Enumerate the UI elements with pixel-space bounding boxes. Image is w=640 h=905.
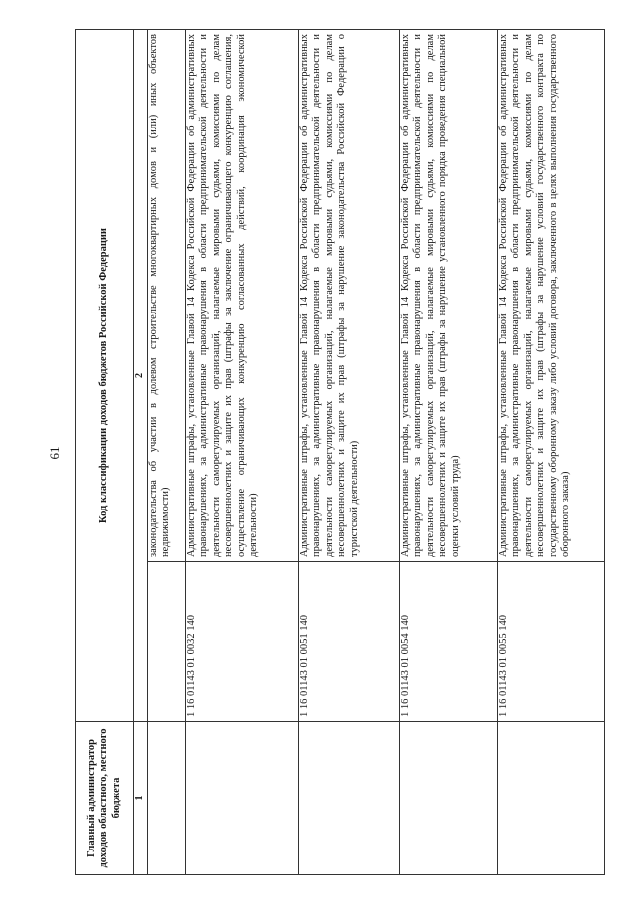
page-number: 61: [47, 446, 62, 460]
description-cell: Административные штрафы, установленные Главой 14 Кодекса Российской Федерации об административных правонарушениях, за административные правонарушения в области предпринимательской деятельности и деятельности саморегулируемых организаций, налагаемые мировыми судьями, комиссиями по делам несовершеннолетних и защите их прав (штрафы за нарушение установленного порядка проведения специальной оценки условий труда): [400, 30, 498, 562]
table-row: [299, 30, 400, 875]
admin-cell: [498, 722, 605, 875]
revenue-classification-table: [75, 29, 605, 875]
table-row: [186, 30, 299, 875]
header-classification-code: Код классификации доходов бюджетов Российской Федерации: [76, 30, 134, 722]
admin-cell: [186, 722, 299, 875]
admin-cell: [148, 722, 186, 875]
rotated-page-content: [75, 30, 605, 875]
table-row: [498, 30, 605, 875]
admin-cell: [400, 722, 498, 875]
code-cell: 1 16 01143 01 0051 140: [299, 562, 400, 722]
column-number-2: 2: [134, 30, 148, 722]
table-row: [400, 30, 498, 875]
column-number-1: 1: [134, 722, 148, 875]
description-cell: законодательства об участии в долевом строительстве многоквартирных домов и (или) иных объектов недвижимости): [148, 30, 186, 562]
code-cell: 1 16 01143 01 0054 140: [400, 562, 498, 722]
code-cell: [148, 562, 186, 722]
admin-cell: [299, 722, 400, 875]
code-cell: 1 16 01143 01 0055 140: [498, 562, 605, 722]
description-cell: Административные штрафы, установленные Главой 14 Кодекса Российской Федерации об административных правонарушениях, за административные правонарушения в области предпринимательской деятельности и деятельности саморегулируемых организаций, налагаемые мировыми судьями, комиссиями по делам несовершеннолетних и защите их прав (штрафы за заключение ограничивающего конкуренцию соглашения, осуществление ограничивающих конкуренцию согласованных действий, координация экономической деятельности): [186, 30, 299, 562]
table-header-row: [76, 30, 134, 875]
header-administrator: Главный администратор доходов областного, местного бюджета: [76, 722, 134, 875]
column-number-row: [134, 30, 148, 875]
code-cell: 1 16 01143 01 0032 140: [186, 562, 299, 722]
description-cell: Административные штрафы, установленные Главой 14 Кодекса Российской Федерации об административных правонарушениях, за административные правонарушения в области предпринимательской деятельности и деятельности саморегулируемых организаций, налагаемые мировыми судьями, комиссиями по делам несовершеннолетних и защите их прав (штрафы за нарушение условий государственного контракта по государственному оборонному заказу либо условий договора, заключенного в целях выполнения государственного оборонного заказа): [498, 30, 605, 562]
description-cell: Административные штрафы, установленные Главой 14 Кодекса Российской Федерации об административных правонарушениях, за административные правонарушения в области предпринимательской деятельности и деятельности саморегулируемых организаций, налагаемые мировыми судьями, комиссиями по делам несовершеннолетних и защите их прав (штрафы за нарушение законодательства Российской Федерации о туристской деятельности): [299, 30, 400, 562]
table-row: [148, 30, 186, 875]
